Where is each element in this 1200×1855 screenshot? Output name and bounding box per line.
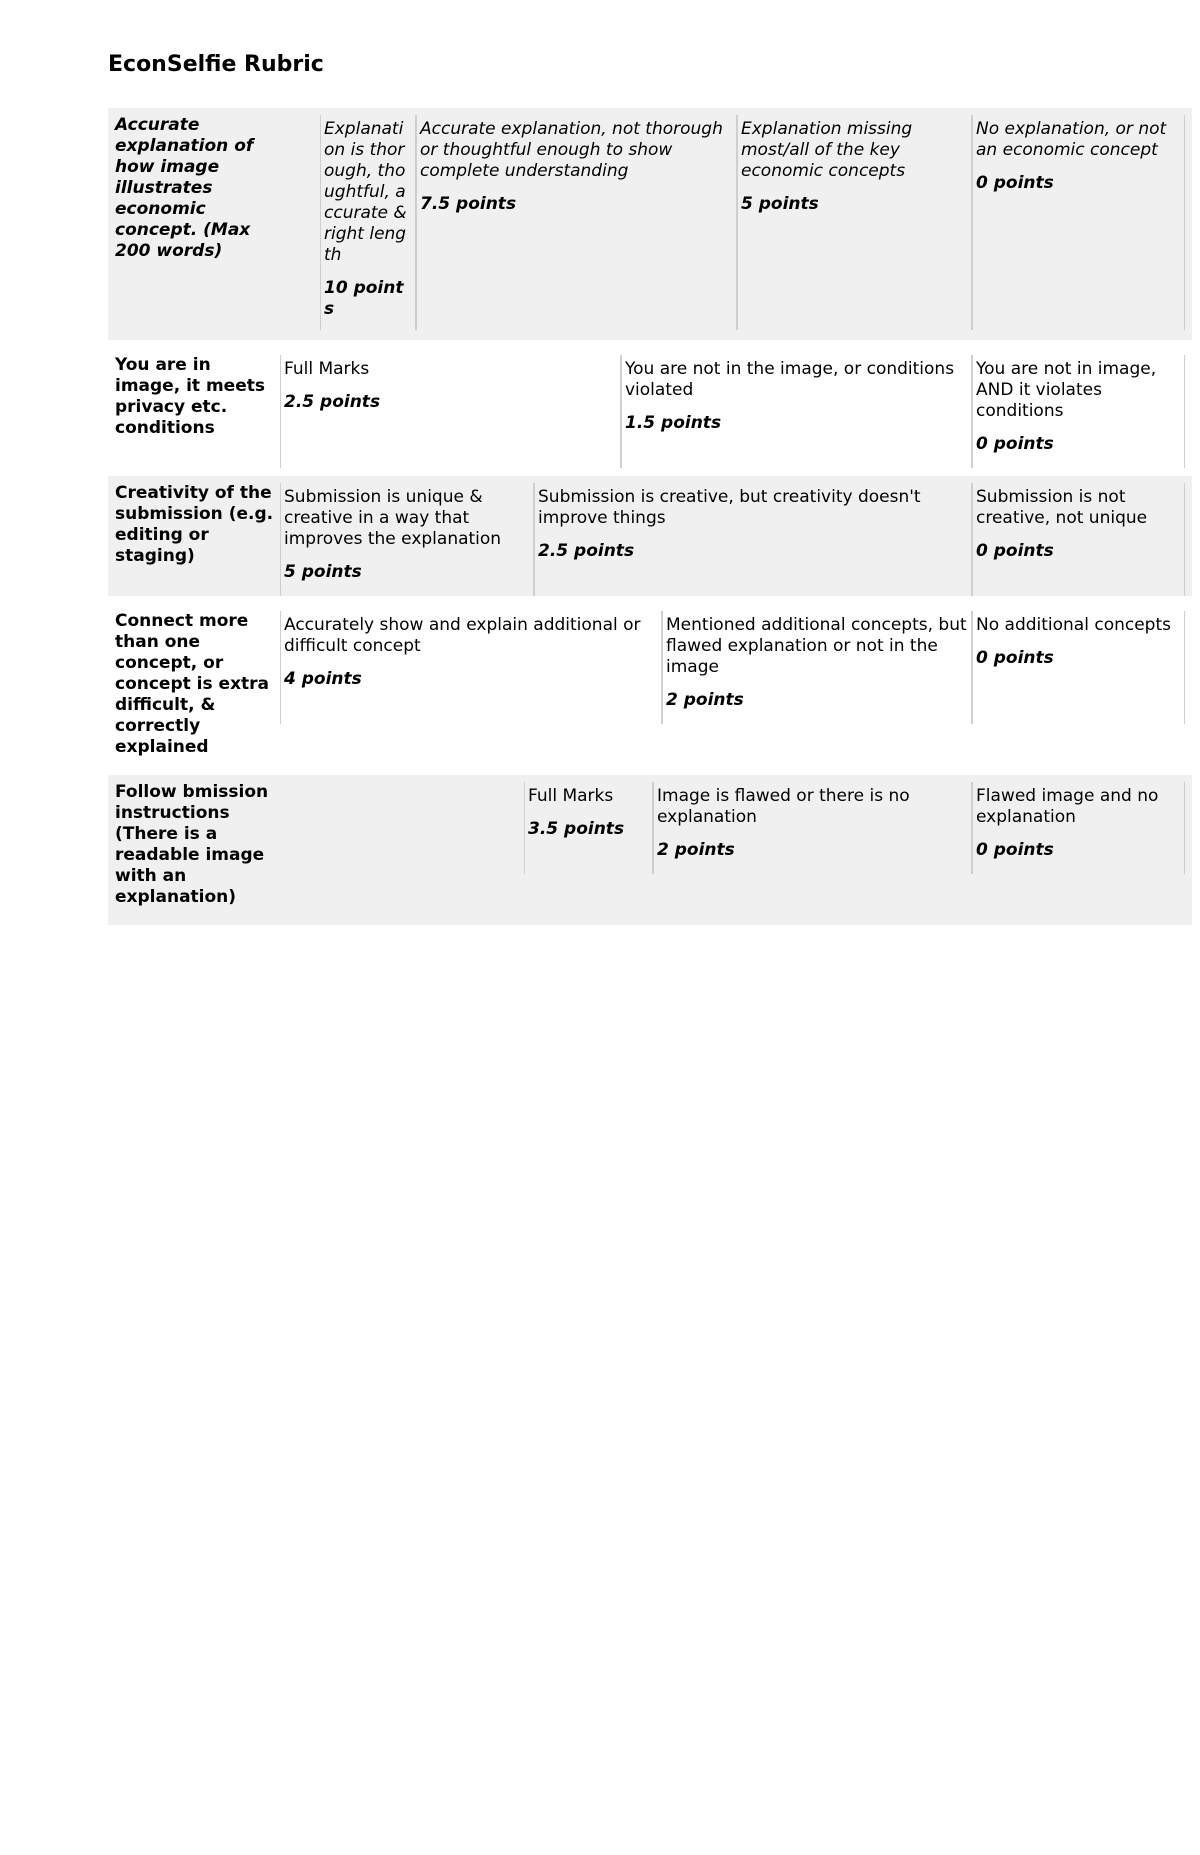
rubric-row-creativity [108,476,1192,596]
rating-description: Accurate explanation, not thorough or thoughtful enough to show complete understanding [420,119,723,181]
rating-cell [653,782,972,874]
rating-cell [416,115,737,330]
rating-description: You are not in image, AND it violates conditions [976,359,1157,421]
rubric-row-accuracy [108,108,1192,340]
rating-cell [280,355,621,468]
rating-description: Full Marks [528,786,614,806]
rating-description: Explanation is thorough, thoughtful, accurate & right length [324,119,407,265]
rating-points: 0 points [976,840,1054,860]
rating-description: Accurately show and explain additional or difficult concept [284,615,641,656]
rating-points: 2.5 points [538,541,635,561]
rubric-row-extra-concepts [108,604,1192,767]
criterion-label: Accurate explanation of how image illustrates economic concept. (Max 200 words) [115,115,254,261]
rating-description: No additional concepts [976,615,1171,635]
rating-points: 7.5 points [420,194,517,214]
rating-points: 0 points [976,648,1054,668]
rating-cell [972,782,1185,874]
rating-description: Submission is creative, but creativity doesn't improve things [538,487,921,528]
rating-points: 2.5 points [284,392,381,412]
rating-points: 2 points [666,690,744,710]
rating-cell [280,611,662,724]
criterion-label: Follow bmission instructions (There is a readable image with an explanation) [115,782,269,907]
criterion-label: Creativity of the submission (e.g. editing or staging) [115,483,274,566]
rating-points: 5 points [284,562,362,582]
rating-points: 3.5 points [528,819,625,839]
rubric-row-in-image [108,348,1192,468]
rating-points: 2 points [657,840,735,860]
rating-description: You are not in the image, or conditions violated [625,359,955,400]
rating-cell [534,483,972,596]
rating-points: 0 points [976,541,1054,561]
page-title: EconSelfie Rubric [108,52,324,77]
rating-description: Flawed image and no explanation [976,786,1159,827]
rating-description: Submission is unique & creative in a way that improves the explanation [284,487,502,549]
criterion-label: You are in image, it meets privacy etc. conditions [115,355,265,438]
rating-description: Full Marks [284,359,370,379]
rating-description: Mentioned additional concepts, but flawed explanation or not in the image [666,615,967,677]
rubric-row-instructions [108,775,1192,925]
rating-cell [737,115,972,330]
rating-points: 4 points [284,669,362,689]
rating-description: Submission is not creative, not unique [976,487,1148,528]
rating-description: Image is flawed or there is no explanation [657,786,910,827]
rubric-table [108,108,1192,933]
rating-cell [972,483,1185,596]
rating-cell [662,611,972,724]
rating-points: 0 points [976,434,1054,454]
rating-points: 10 points [324,278,404,319]
rating-cell [320,115,416,330]
criterion-label: Connect more than one concept, or concept is extra difficult, & correctly explained [115,611,270,757]
rating-points: 0 points [976,173,1054,193]
rating-cell [972,115,1185,330]
rating-cell [621,355,972,468]
rating-cell [524,782,653,874]
rating-cell [972,611,1185,724]
rating-description: Explanation missing most/all of the key economic concepts [741,119,913,181]
rating-description: No explanation, or not an economic concept [976,119,1167,160]
rating-points: 1.5 points [625,413,722,433]
rating-points: 5 points [741,194,819,214]
rating-cell [972,355,1185,468]
rating-cell [280,483,534,596]
